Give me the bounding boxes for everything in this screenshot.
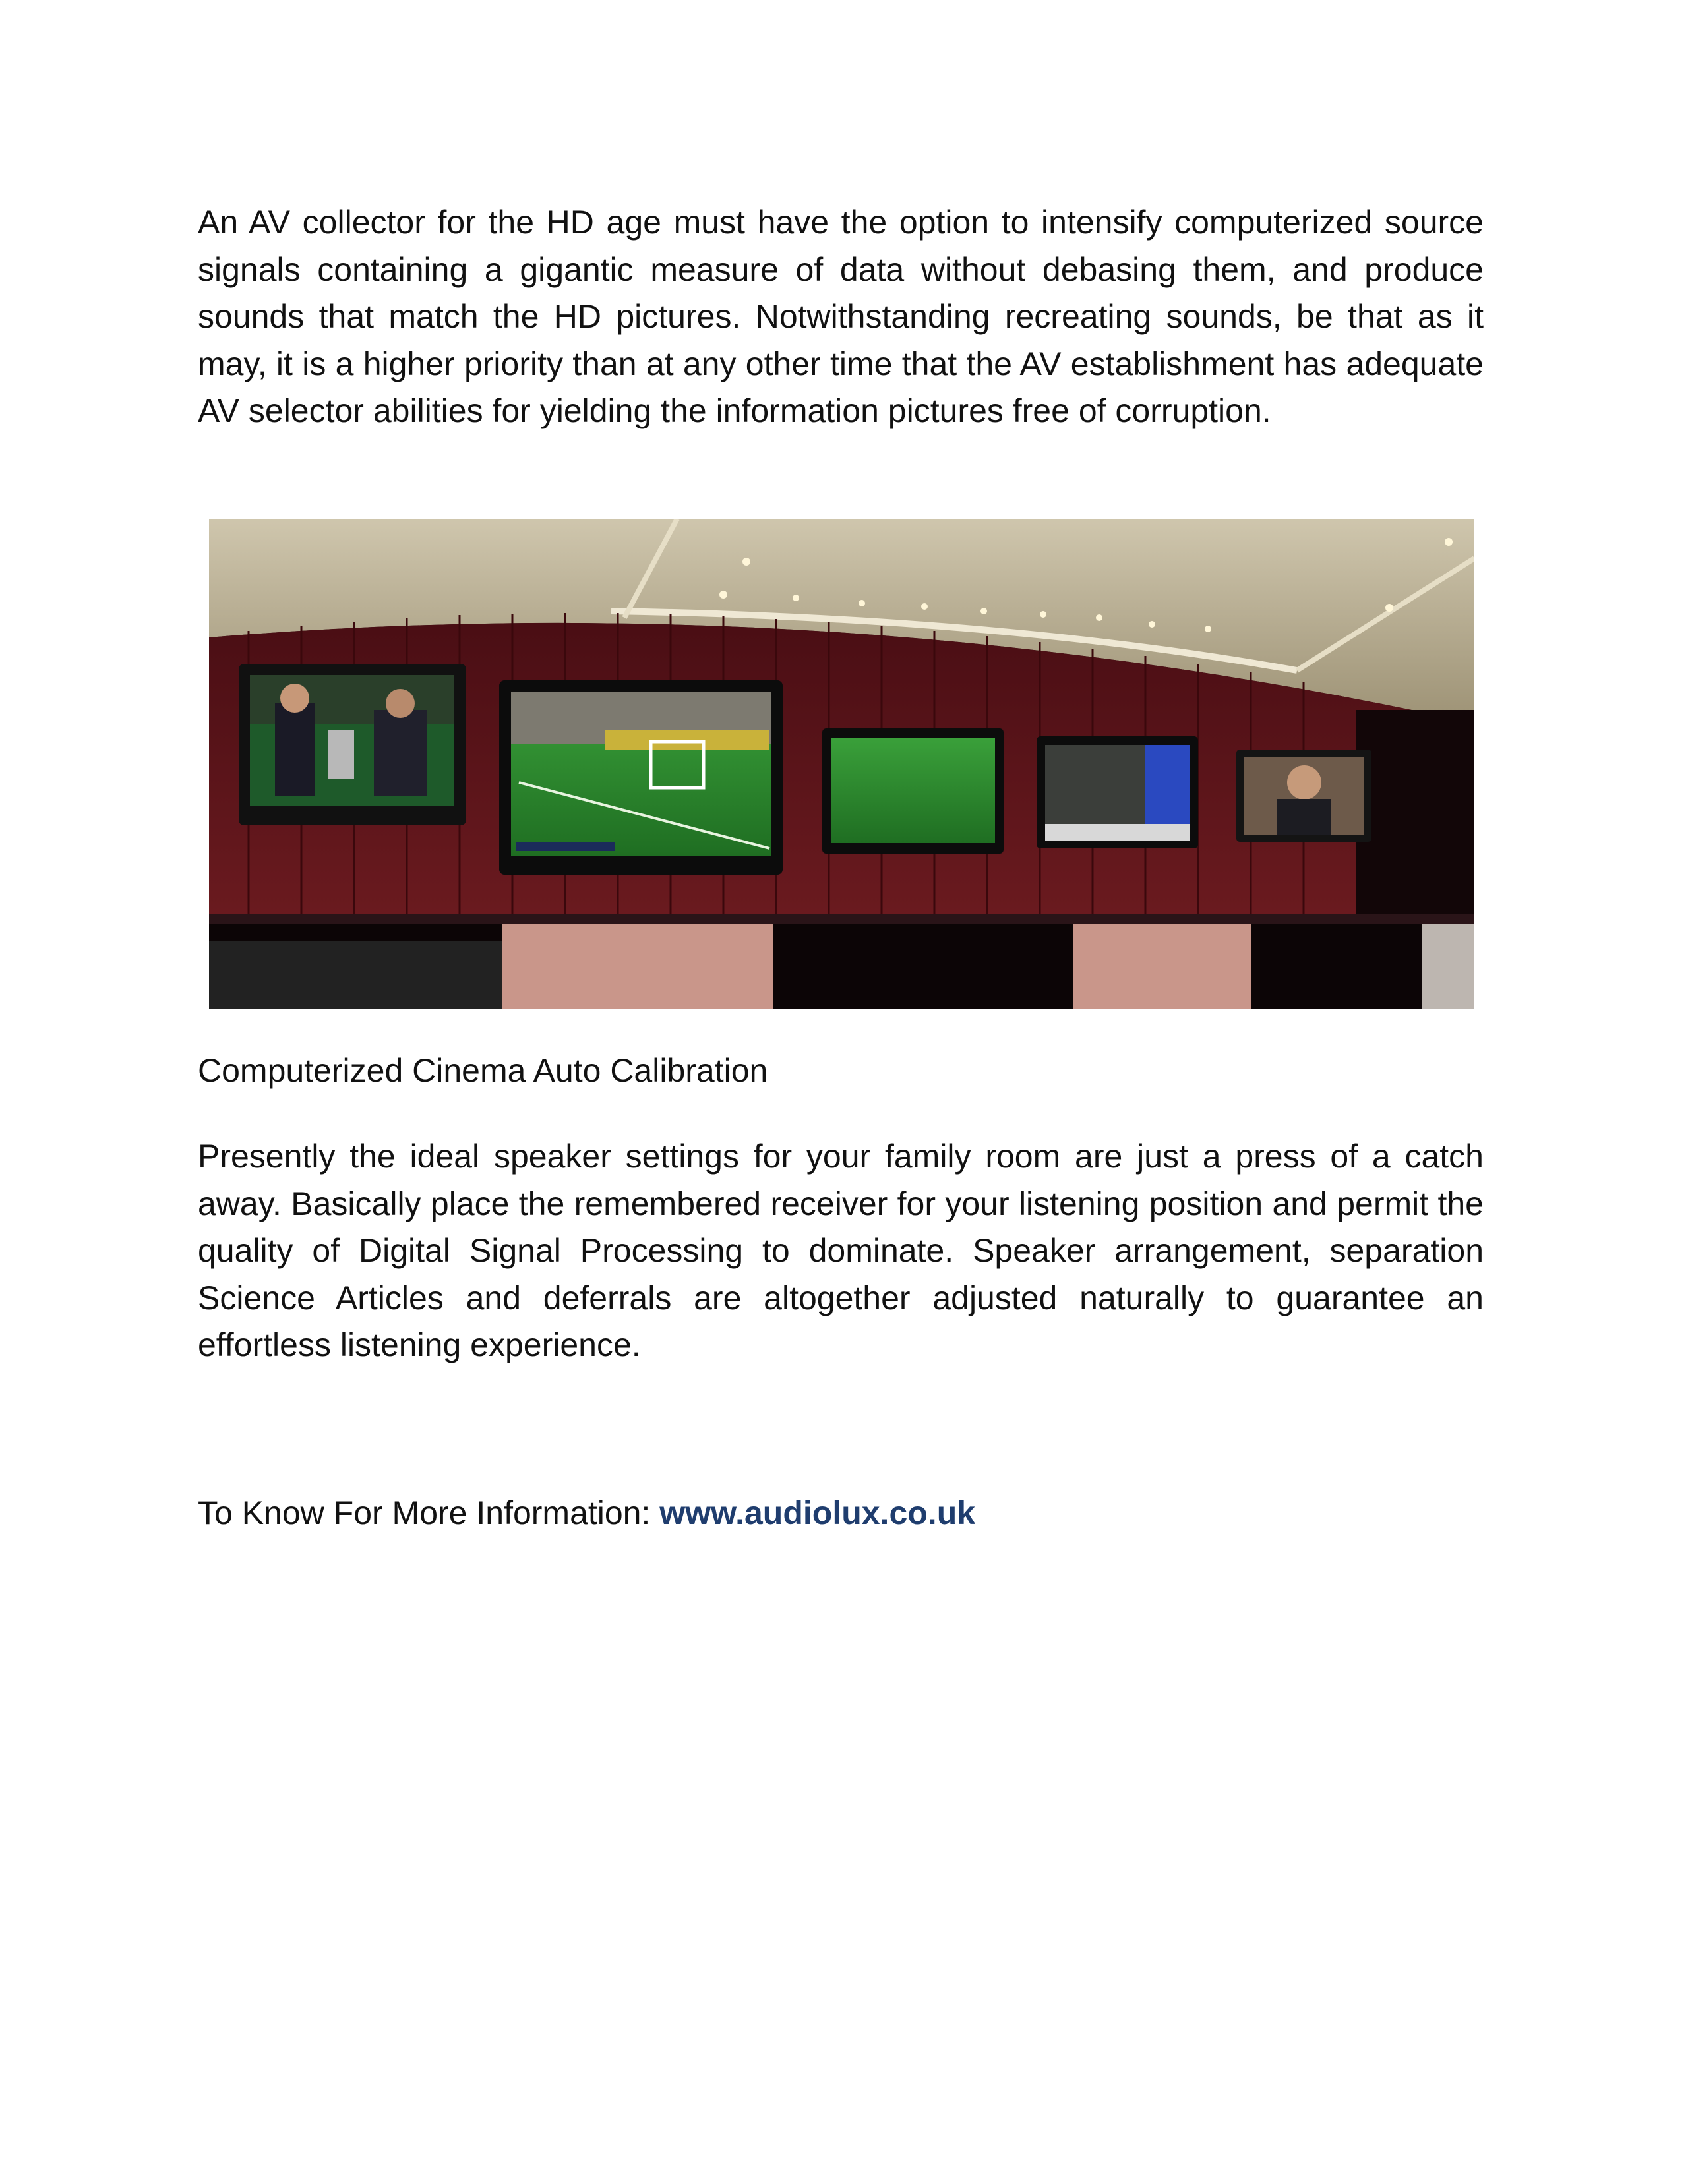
calibration-paragraph: Presently the ideal speaker settings for your family room are just a press of a catch away. Basically place the remembered receiver for your listening position and permit the quality of Digital Signal Processing to dominate. Speaker arrangement, separation Science Articles and deferrals are altogether adjusted naturally to guarantee an effortless listening experience. [198, 1138, 1484, 1363]
more-info-line [198, 1490, 1484, 1537]
tv-wall-photo [209, 519, 1474, 1009]
intro-paragraph: An AV collector for the HD age must have the option to intensify computerized source signals containing a gigantic measure of data without debasing them, and produce sounds that match the HD pictures. Notwithstanding recreating sounds, be that as it may, it is a higher priority than at any other time that the AV establishment has adequate AV selector abilities for yielding the information pictures free of corruption. [198, 204, 1484, 429]
more-info-label: To Know For More Information: [198, 1494, 660, 1531]
website-link[interactable]: www.audiolux.co.uk [659, 1494, 976, 1531]
section-heading: Computerized Cinema Auto Calibration [198, 1052, 768, 1089]
